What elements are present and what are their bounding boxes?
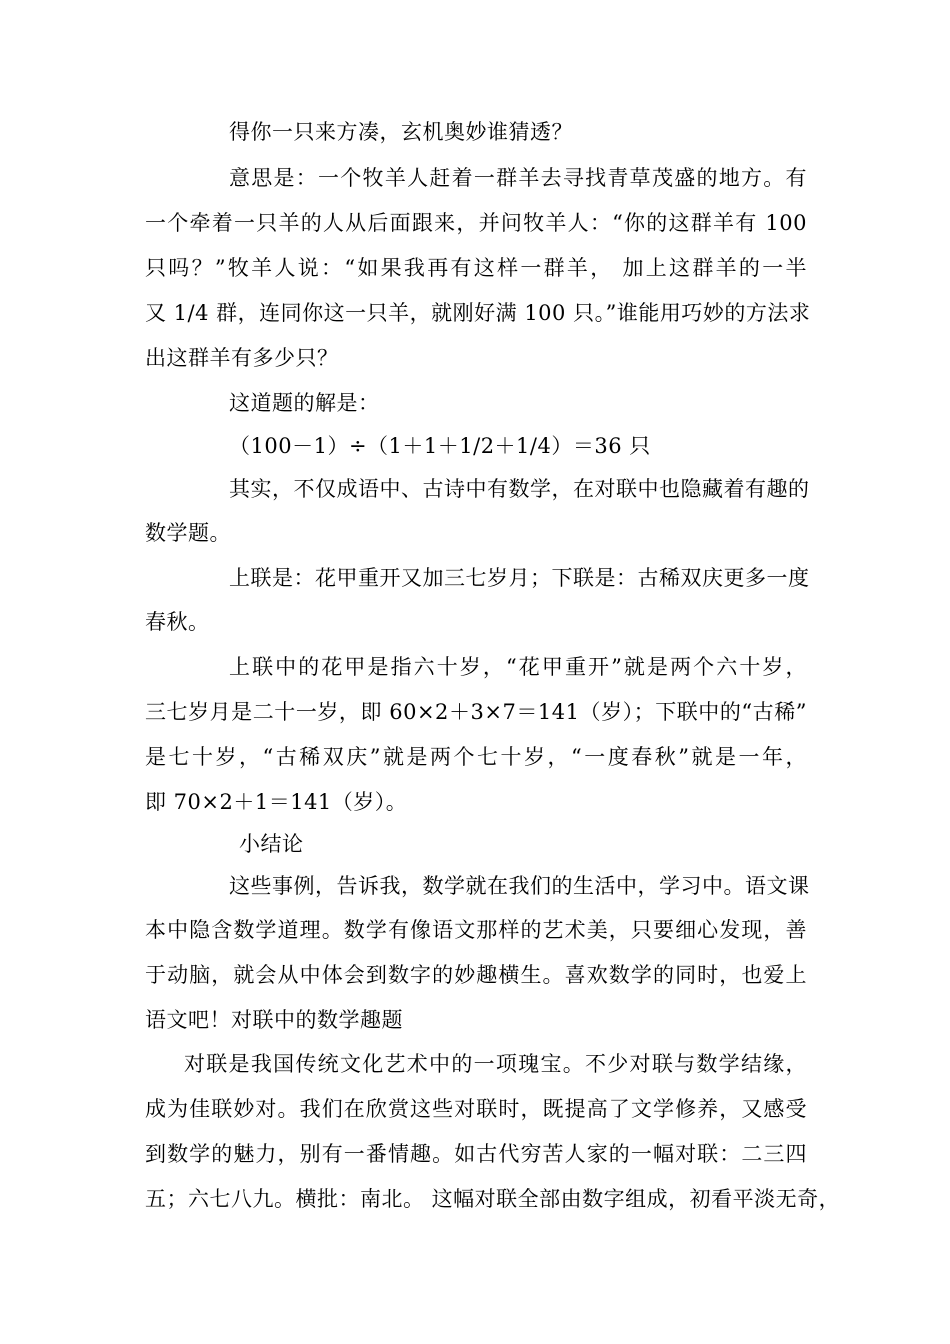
section-heading: 小结论 bbox=[239, 832, 304, 856]
paragraph-line: 上联中的花甲是指六十岁，“花甲重开”就是两个六十岁， bbox=[229, 655, 807, 679]
paragraph-line: 上联是：花甲重开又加三七岁月；下联是：古稀双庆更多一度 bbox=[229, 566, 810, 590]
paragraph-line: 春秋。 bbox=[145, 610, 210, 634]
solution-label: 这道题的解是： bbox=[229, 391, 380, 415]
paragraph-line: 出这群羊有多少只？ bbox=[145, 346, 339, 370]
paragraph-line: 又 1/4 群，连同你这一只羊，就刚好满 100 只。”谁能用巧妙的方法求 bbox=[145, 301, 811, 325]
paragraph-line: 五；六七八九。横批：南北。 这幅对联全部由数字组成，初看平淡无奇， bbox=[145, 1187, 841, 1211]
paragraph-line: 本中隐含数学道理。数学有像语文那样的艺术美，只要细心发现，善 bbox=[145, 918, 807, 942]
solution-formula: （100－1）÷（1＋1＋1/2＋1/4）＝36 只 bbox=[229, 434, 651, 458]
paragraph-line: 意思是：一个牧羊人赶着一群羊去寻找青草茂盛的地方。有 bbox=[229, 166, 807, 190]
paragraph-line: 其实，不仅成语中、古诗中有数学，在对联中也隐藏着有趣的 bbox=[229, 477, 810, 501]
paragraph-line: 一个牵着一只羊的人从后面跟来，并问牧羊人：“你的这群羊有 100 bbox=[145, 211, 807, 235]
paragraph-line: 语文吧！对联中的数学趣题 bbox=[145, 1008, 403, 1032]
paragraph-line: 到数学的魅力，别有一番情趣。如古代穷苦人家的一幅对联：二三四 bbox=[145, 1142, 807, 1166]
paragraph-line: 是七十岁，“古稀双庆”就是两个七十岁，“一度春秋”就是一年， bbox=[145, 745, 807, 769]
paragraph-line: 于动脑，就会从中体会到数字的妙趣横生。喜欢数学的同时，也爱上 bbox=[145, 963, 807, 987]
paragraph-line: 即 70×2＋1＝141（岁）。 bbox=[145, 790, 408, 814]
paragraph-line: 对联是我国传统文化艺术中的一项瑰宝。不少对联与数学结缘， bbox=[184, 1052, 807, 1076]
poem-line: 得你一只来方凑，玄机奥妙谁猜透？ bbox=[229, 120, 573, 144]
paragraph-line: 成为佳联妙对。我们在欣赏这些对联时，既提高了文学修养，又感受 bbox=[145, 1097, 807, 1121]
paragraph-line: 数学题。 bbox=[145, 521, 231, 545]
paragraph-line: 只吗？”牧羊人说：“如果我再有这样一群羊， 加上这群羊的一半 bbox=[145, 256, 807, 280]
paragraph-line: 这些事例，告诉我，数学就在我们的生活中，学习中。语文课 bbox=[229, 874, 810, 898]
paragraph-line: 三七岁月是二十一岁，即 60×2＋3×7＝141（岁）；下联中的“古稀” bbox=[145, 700, 807, 724]
